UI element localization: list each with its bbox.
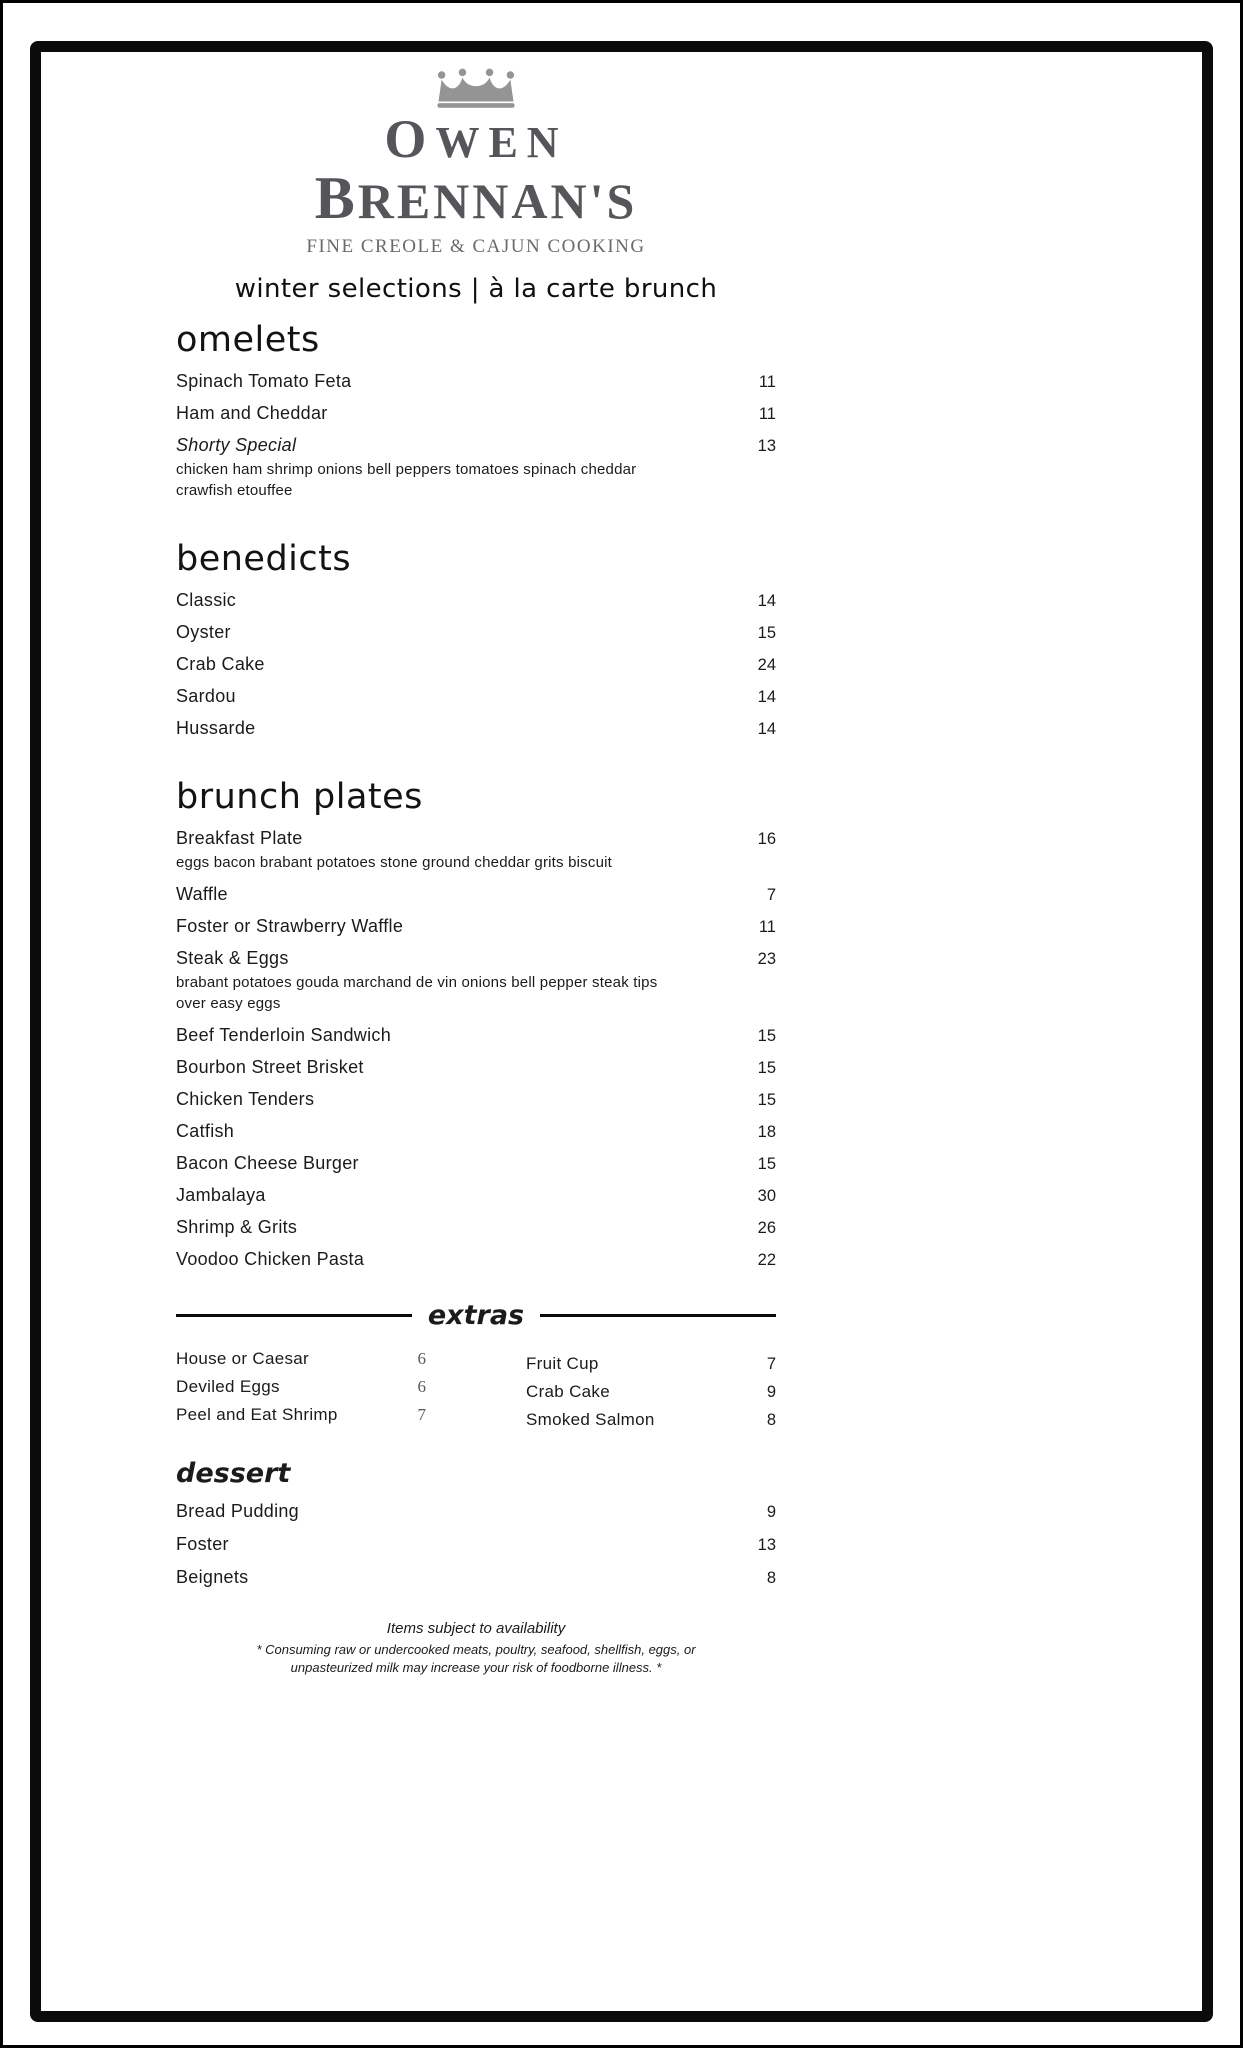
item-price: 7 [766, 886, 776, 905]
item-name: Spinach Tomato Feta [176, 371, 352, 392]
item-name: Bacon Cheese Burger [176, 1153, 359, 1174]
menu-item [176, 1534, 776, 1555]
menu-item-row [526, 1410, 776, 1430]
menu-item [176, 1405, 426, 1425]
menu-item [176, 590, 776, 611]
menu-item-row [176, 686, 776, 707]
menu-item-row [176, 1153, 776, 1174]
item-name: Steak & Eggs [176, 948, 289, 969]
section-title-benedicts: benedicts [176, 539, 352, 580]
section-title-brunch-plates: brunch plates [176, 777, 423, 818]
item-name: Catfish [176, 1121, 235, 1142]
menu-footer [176, 1620, 776, 1676]
divider-line-left [176, 1314, 412, 1317]
item-name: Chicken Tenders [176, 1089, 315, 1110]
menu-item [176, 1089, 776, 1110]
menu-item [176, 686, 776, 707]
item-price: 13 [757, 1536, 776, 1555]
item-price: 22 [757, 1251, 776, 1270]
menu-item-row [526, 1354, 776, 1374]
menu-item-row [176, 1057, 776, 1078]
item-price: 8 [766, 1569, 776, 1588]
brunch-plates-items [176, 828, 776, 1270]
item-name: Hussarde [176, 718, 256, 739]
item-price: 15 [757, 1059, 776, 1078]
menu-content [176, 52, 776, 1676]
menu-item [176, 403, 776, 424]
menu-item [176, 1121, 776, 1142]
item-price: 13 [757, 437, 776, 456]
menu-item [176, 1185, 776, 1206]
item-price: 24 [757, 656, 776, 675]
item-price: 11 [758, 373, 776, 392]
menu-item-row [176, 828, 776, 849]
menu-item-row [176, 1185, 776, 1206]
menu-item-row [526, 1382, 776, 1402]
menu-item [176, 622, 776, 643]
item-name: Shorty Special [176, 435, 297, 456]
menu-item-row [176, 1501, 776, 1522]
item-price: 15 [757, 1091, 776, 1110]
menu-item [176, 1501, 776, 1522]
benedicts-items [176, 590, 776, 739]
item-name: Peel and Eat Shrimp [176, 1405, 338, 1425]
section-extras [176, 1300, 776, 1430]
item-description: eggs bacon brabant potatoes stone ground cheddar grits biscuit [176, 854, 613, 872]
section-title-extras: extras [427, 1300, 525, 1332]
restaurant-logo [176, 66, 776, 258]
item-name: Deviled Eggs [176, 1377, 280, 1397]
menu-item [176, 948, 776, 1014]
item-price: 8 [766, 1411, 776, 1430]
item-name: Classic [176, 590, 237, 611]
item-price: 7 [417, 1405, 426, 1425]
menu-item-row [176, 1534, 776, 1555]
item-name: Bourbon Street Brisket [176, 1057, 364, 1078]
menu-item-row [176, 371, 776, 392]
item-price: 23 [757, 950, 776, 969]
extras-header [176, 1300, 776, 1331]
menu-border-frame [30, 41, 1213, 2022]
section-title-dessert: dessert [176, 1458, 291, 1490]
item-price: 16 [757, 830, 776, 849]
menu-item-row [176, 435, 776, 456]
logo-name-line1: OWEN [384, 109, 568, 169]
menu-item-row [176, 1249, 776, 1270]
item-price: 9 [766, 1383, 776, 1402]
item-price: 18 [757, 1123, 776, 1142]
item-price: 7 [766, 1355, 776, 1374]
item-name: Beef Tenderloin Sandwich [176, 1025, 392, 1046]
menu-item [176, 1349, 426, 1369]
item-name: Foster [176, 1534, 229, 1555]
menu-item-row [176, 1217, 776, 1238]
extras-left-column [176, 1341, 426, 1430]
dessert-items [176, 1501, 776, 1588]
item-price: 26 [757, 1219, 776, 1238]
section-brunch-plates [176, 777, 776, 1270]
item-name: Shrimp & Grits [176, 1217, 298, 1238]
item-name: Bread Pudding [176, 1501, 299, 1522]
item-price: 15 [757, 1155, 776, 1174]
item-price: 6 [417, 1377, 426, 1397]
item-name: Breakfast Plate [176, 828, 303, 849]
crown-icon [426, 66, 526, 110]
menu-item [176, 1153, 776, 1174]
item-price: 14 [757, 592, 776, 611]
divider-line-right [540, 1314, 776, 1317]
menu-item-row [176, 718, 776, 739]
omelets-items [176, 371, 776, 501]
logo-tagline: FINE CREOLE & CAJUN COOKING [306, 236, 646, 258]
menu-item [176, 1057, 776, 1078]
menu-item [176, 916, 776, 937]
section-omelets [176, 320, 776, 501]
menu-item-row [176, 1377, 426, 1397]
menu-item [526, 1354, 776, 1374]
menu-item [176, 1377, 426, 1397]
item-price: 14 [757, 720, 776, 739]
menu-item-row [176, 403, 776, 424]
menu-item [176, 1249, 776, 1270]
availability-note: Items subject to availability [386, 1620, 566, 1638]
item-name: Waffle [176, 884, 228, 905]
item-name: Jambalaya [176, 1185, 266, 1206]
menu-item-row [176, 948, 776, 969]
section-title-omelets: omelets [176, 320, 320, 361]
item-price: 6 [417, 1349, 426, 1369]
logo-name-line2: BRENNAN'S [314, 165, 638, 232]
menu-item-row [176, 1089, 776, 1110]
menu-item-row [176, 884, 776, 905]
item-price: 9 [766, 1503, 776, 1522]
consumer-advisory: * Consuming raw or undercooked meats, poultry, seafood, shellfish, eggs, or unpasteurized milk may increase your risk of foodborne illness. * [256, 1642, 696, 1675]
extras-columns [176, 1341, 776, 1430]
menu-item-row [176, 654, 776, 675]
menu-item [176, 654, 776, 675]
menu-item-row [176, 622, 776, 643]
menu-item-row [176, 1025, 776, 1046]
menu-item-row [176, 590, 776, 611]
menu-item [176, 1567, 776, 1588]
menu-item-row [176, 1567, 776, 1588]
menu-item [526, 1410, 776, 1430]
menu-item-row [176, 916, 776, 937]
item-name: Ham and Cheddar [176, 403, 328, 424]
menu-item [176, 884, 776, 905]
item-name: Oyster [176, 622, 231, 643]
item-name: Sardou [176, 686, 236, 707]
menu-item [176, 1025, 776, 1046]
item-price: 15 [757, 624, 776, 643]
item-name: Beignets [176, 1567, 249, 1588]
menu-subtitle: winter selections | à la carte brunch [234, 274, 718, 305]
item-price: 15 [757, 1027, 776, 1046]
menu-item [176, 828, 776, 873]
item-description: chicken ham shrimp onions bell peppers tomatoes spinach cheddar crawfish etouffee [176, 461, 637, 500]
item-price: 11 [758, 405, 776, 424]
item-name: Crab Cake [176, 654, 265, 675]
item-price: 14 [757, 688, 776, 707]
menu-item-row [176, 1121, 776, 1142]
item-name: House or Caesar [176, 1349, 310, 1369]
menu-item [526, 1382, 776, 1402]
menu-item [176, 718, 776, 739]
section-dessert [176, 1458, 776, 1588]
item-price: 11 [758, 918, 776, 937]
item-name: Crab Cake [526, 1382, 610, 1402]
item-description: brabant potatoes gouda marchand de vin onions bell pepper steak tips over easy eggs [176, 974, 658, 1013]
item-name: Foster or Strawberry Waffle [176, 916, 404, 937]
item-name: Smoked Salmon [526, 1410, 655, 1430]
menu-item-row [176, 1349, 426, 1369]
section-benedicts [176, 539, 776, 739]
item-name: Fruit Cup [526, 1354, 599, 1374]
menu-item [176, 435, 776, 501]
item-price: 30 [757, 1187, 776, 1206]
menu-item [176, 371, 776, 392]
extras-right-column [526, 1341, 776, 1430]
menu-item [176, 1217, 776, 1238]
menu-item-row [176, 1405, 426, 1425]
item-name: Voodoo Chicken Pasta [176, 1249, 365, 1270]
